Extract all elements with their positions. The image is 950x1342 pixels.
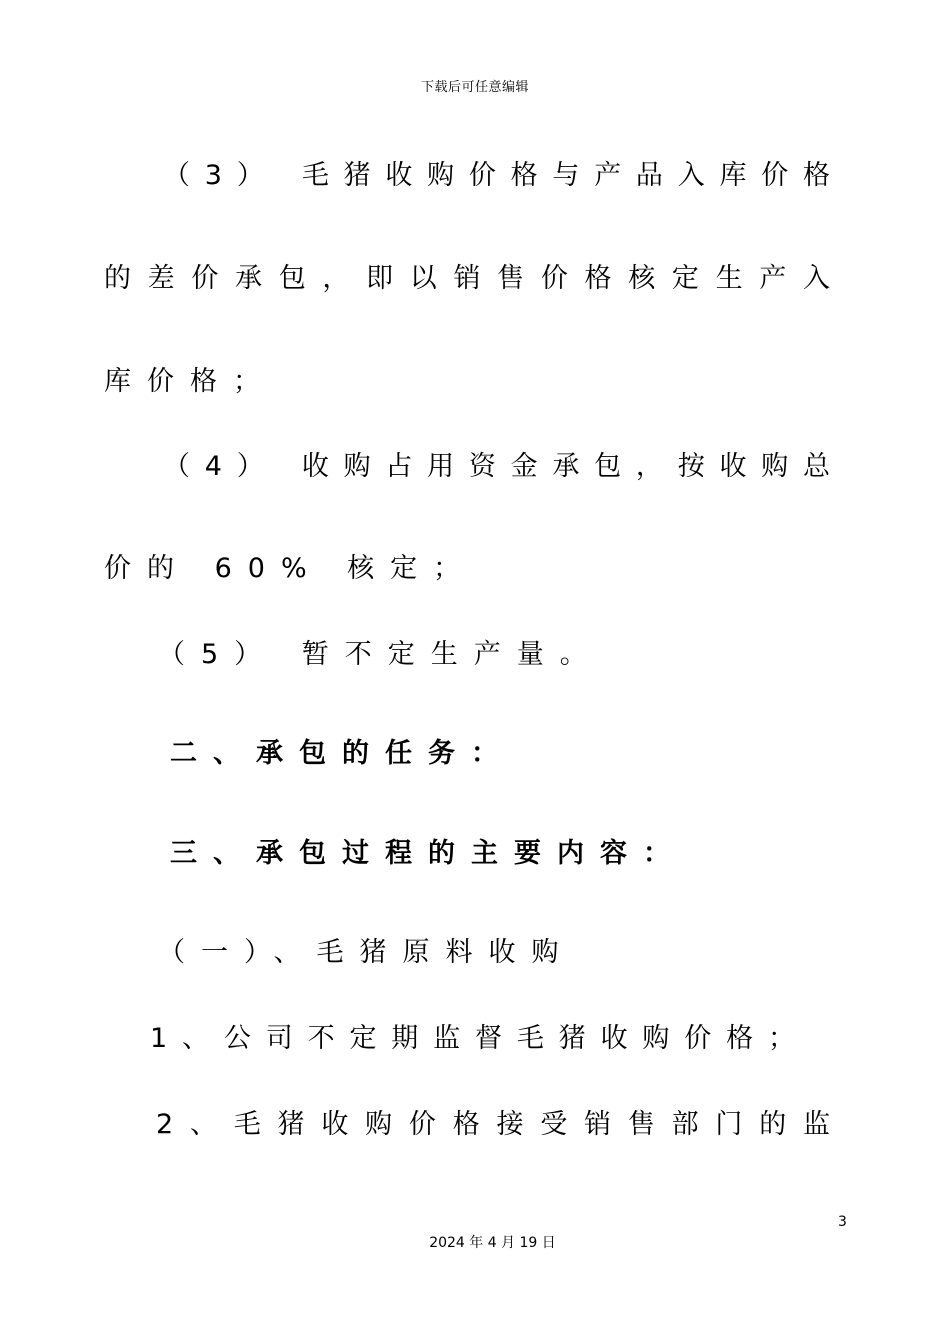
list-item: 2、毛猪收购价格接受销售部门的监 bbox=[156, 1109, 830, 1140]
paragraph-line: （3） 毛猪收购价格与产品入库价格 bbox=[163, 160, 830, 191]
page-header: 下载后可任意编辑 bbox=[420, 80, 529, 95]
paragraph-line: 价的 60% 核定； bbox=[104, 553, 477, 584]
page-footer-date: 2024 年 4 月 19 日 bbox=[429, 1235, 556, 1251]
section-heading: 二、承包的任务： bbox=[170, 738, 514, 769]
section-heading: 三、承包过程的主要内容： bbox=[170, 838, 686, 869]
paragraph-line: （4） 收购占用资金承包，按收购总 bbox=[163, 451, 830, 482]
page-number: 3 bbox=[838, 1214, 847, 1230]
subsection-heading: （一）、毛猪原料收购 bbox=[158, 937, 575, 968]
list-item: 1、公司不定期监督毛猪收购价格； bbox=[150, 1023, 795, 1054]
paragraph-line: 库价格； bbox=[104, 366, 276, 397]
paragraph-line: （5） 暂不定生产量。 bbox=[158, 639, 603, 670]
paragraph-line: 的差价承包，即以销售价格核定生产入 bbox=[104, 263, 830, 294]
